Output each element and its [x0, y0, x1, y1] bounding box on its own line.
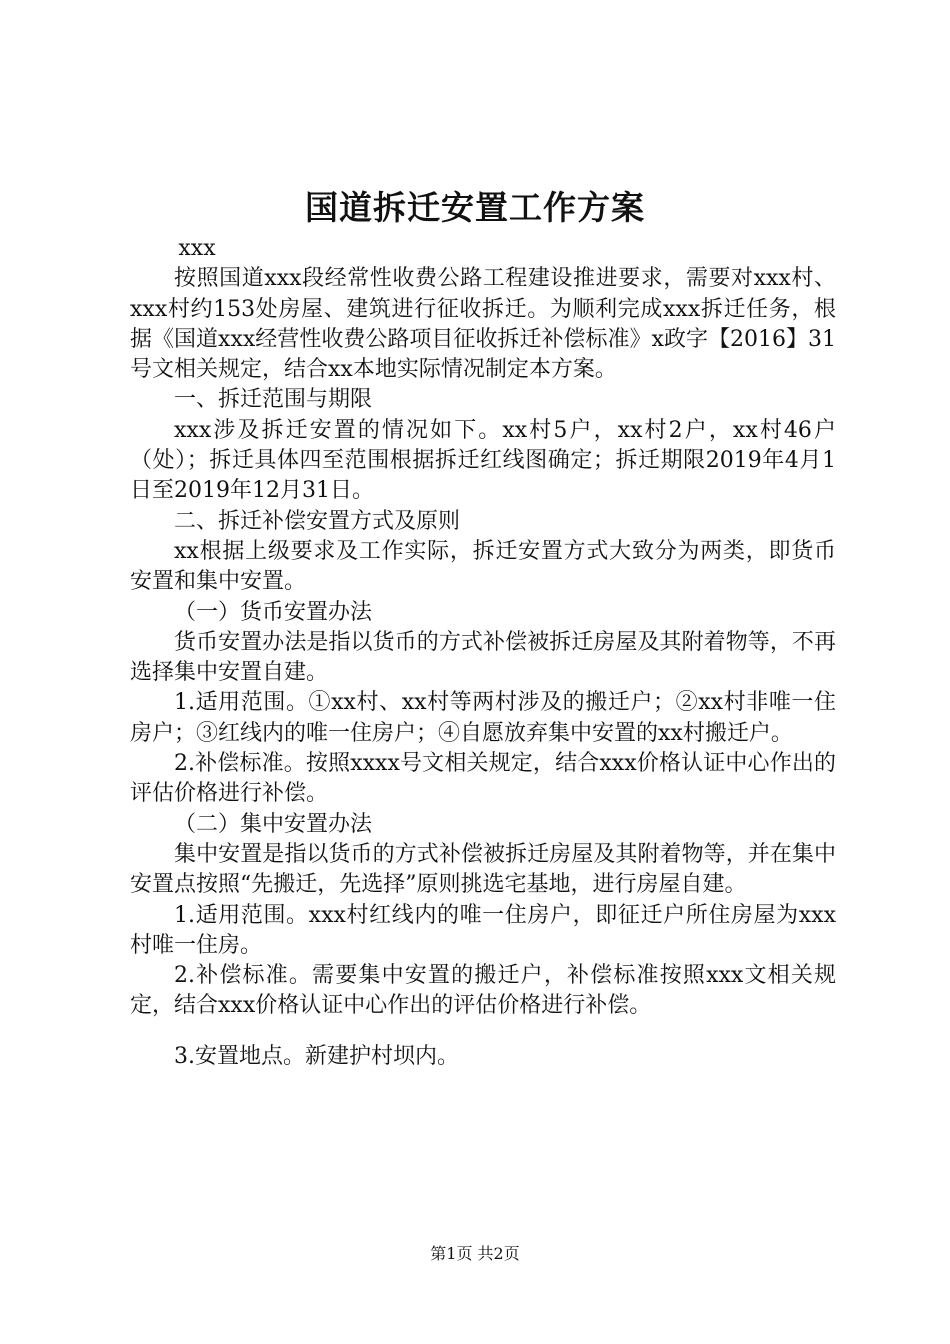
page-footer: 第1页 共2页	[430, 1244, 520, 1263]
section-heading-2: 二、拆迁补偿安置方式及原则	[174, 508, 461, 534]
paragraph-central-def: 集中安置是指以货币的方式补偿被拆迁房屋及其附着物等，并在集中安置点按照“先搬迁，先选择”原则挑选宅基地，进行房屋自建。	[130, 841, 836, 898]
paragraph-methods: xx根据上级要求及工作实际，拆迁安置方式大致分为两类，即货币安置和集中安置。	[130, 538, 836, 595]
document-title: 国道拆迁安置工作方案	[305, 188, 645, 227]
paragraph-location: 3.安置地点。新建护村坝内。	[174, 1043, 459, 1069]
paragraph-monetary-standard: 2.补偿标准。按照xxxx号文相关规定，结合xxx价格认证中心作出的评估价格进行补偿。	[130, 751, 836, 807]
paragraph-monetary-def: 货币安置办法是指以货币的方式补偿被拆迁房屋及其附着物等，不再选择集中安置自建。	[130, 629, 836, 686]
subsection-heading-2: （二）集中安置办法	[174, 811, 373, 837]
subsection-heading-1: （一）货币安置办法	[174, 599, 373, 625]
paragraph-intro: 按照国道xxx段经常性收费公路工程建设推进要求，需要对xxx村、xxx村约153处房屋、建筑进行征收拆迁。为顺利完成xxx拆迁任务，根据《国道xxx经营性收费公路项目征收拆迁补偿标准》x政字【2016】31号文相关规定，结合xx本地实际情况制定本方案。	[130, 266, 836, 383]
author-line: xxx	[178, 236, 216, 261]
paragraph-spacer	[130, 1022, 836, 1042]
paragraph-scope: xxx涉及拆迁安置的情况如下。xx村5户，xx村2户，xx村46户（处）；拆迁具体四至范围根据拆迁红线图确定；拆迁期限2019年4月1日至2019年12月31日。	[130, 417, 836, 504]
paragraph-central-scope: 1.适用范围。xxx村红线内的唯一住房户，即征迁户所住房屋为xxx村唯一住房。	[130, 902, 836, 958]
section-heading-1: 一、拆迁范围与期限	[174, 387, 373, 413]
paragraph-monetary-scope: 1.适用范围。①xx村、xx村等两村涉及的搬迁户；②xx村非唯一住房户；③红线内的唯一住房户；④自愿放弃集中安置的xx村搬迁户。	[130, 690, 836, 746]
paragraph-central-standard: 2.补偿标准。需要集中安置的搬迁户，补偿标准按照xxx文相关规定，结合xxx价格认证中心作出的评估价格进行补偿。	[130, 963, 836, 1019]
document-body	[130, 234, 836, 1072]
